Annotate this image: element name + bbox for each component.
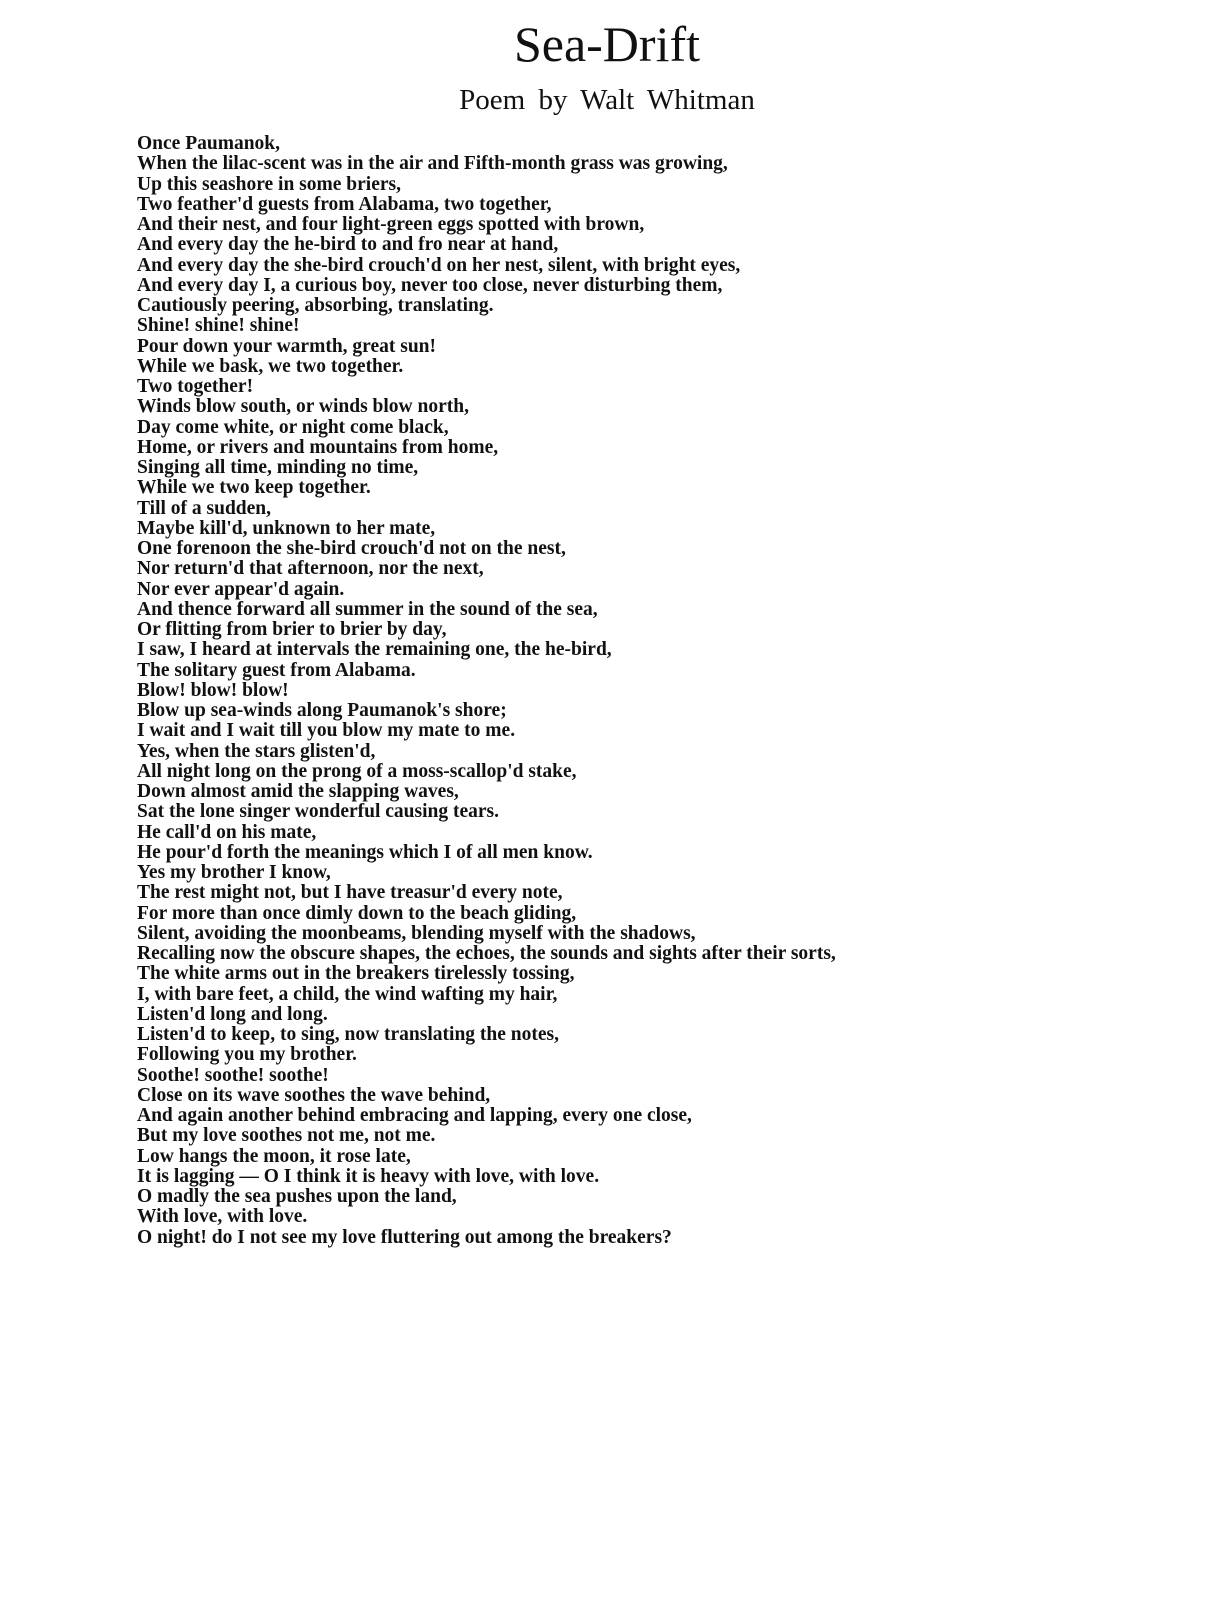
poem-line: Nor return'd that afternoon, nor the next, bbox=[137, 558, 484, 580]
poem-line: I, with bare feet, a child, the wind wafting my hair, bbox=[137, 983, 558, 1005]
poem-line: Once Paumanok, bbox=[137, 133, 281, 154]
poem-line: Close on its wave soothes the wave behind, bbox=[137, 1084, 491, 1106]
poem-line: With love, with love. bbox=[137, 1206, 308, 1228]
poem-line: Day come white, or night come black, bbox=[137, 416, 449, 438]
poem-line: The solitary guest from Alabama. bbox=[137, 659, 416, 681]
page-title: Sea-Drift bbox=[513, 16, 701, 72]
poem-line: Down almost amid the slapping waves, bbox=[137, 781, 459, 802]
poem-body bbox=[137, 134, 1197, 1248]
poem-line: Listen'd long and long. bbox=[137, 1003, 328, 1025]
poem-line: Cautiously peering, absorbing, translating. bbox=[137, 295, 494, 316]
poem-line: It is lagging — O I think it is heavy with love, with love. bbox=[137, 1165, 600, 1187]
poem-line: The rest might not, but I have treasur'd every note, bbox=[137, 882, 563, 904]
poem-line: All night long on the prong of a moss-scallop'd stake, bbox=[137, 760, 577, 782]
poem-line: Recalling now the obscure shapes, the echoes, the sounds and sights after their sorts, bbox=[137, 943, 836, 964]
poem-line: Or flitting from brier to brier by day, bbox=[137, 619, 447, 640]
poem-line: Listen'd to keep, to sing, now translating the notes, bbox=[137, 1024, 559, 1045]
poem-line: Yes my brother I know, bbox=[137, 862, 331, 883]
poem-line: He pour'd forth the meanings which I of all men know. bbox=[137, 841, 593, 863]
poem-line: Soothe! soothe! soothe! bbox=[137, 1064, 329, 1086]
poem-line: Low hangs the moon, it rose late, bbox=[137, 1145, 411, 1167]
poem-line: Singing all time, minding no time, bbox=[137, 457, 419, 478]
poem-line: One forenoon the she-bird crouch'd not on the nest, bbox=[137, 538, 566, 559]
poem-line: Home, or rivers and mountains from home, bbox=[137, 436, 499, 458]
poem-line: Winds blow south, or winds blow north, bbox=[137, 396, 469, 418]
poem-line: Up this seashore in some briers, bbox=[137, 173, 401, 195]
poem-line: And their nest, and four light-green eggs spotted with brown, bbox=[137, 214, 645, 235]
poem-line: When the lilac-scent was in the air and Fifth-month grass was growing, bbox=[137, 153, 728, 175]
poem-line: O night! do I not see my love fluttering out among the breakers? bbox=[137, 1226, 672, 1248]
poem-line: I saw, I heard at intervals the remaining one, the he-bird, bbox=[137, 639, 612, 661]
poem-line: But my love soothes not me, not me. bbox=[137, 1125, 436, 1147]
poem-line: While we bask, we two together. bbox=[137, 355, 404, 377]
poem-line: Silent, avoiding the moonbeams, blending myself with the shadows, bbox=[137, 922, 696, 944]
poem-line: For more than once dimly down to the beach gliding, bbox=[137, 902, 577, 924]
poem-line: He call'd on his mate, bbox=[137, 821, 317, 843]
poem-line: Maybe kill'd, unknown to her mate, bbox=[137, 517, 436, 539]
poem-line: O madly the sea pushes upon the land, bbox=[137, 1186, 457, 1207]
poem-line: And every day the he-bird to and fro near at hand, bbox=[137, 234, 559, 256]
poem-line: Pour down your warmth, great sun! bbox=[137, 335, 437, 357]
page-subtitle: Poem by Walt Whitman bbox=[459, 84, 755, 116]
poem-line: Sat the lone singer wonderful causing tears. bbox=[137, 801, 500, 823]
poem-line: Following you my brother. bbox=[137, 1044, 357, 1066]
poem-line: And thence forward all summer in the sound of the sea, bbox=[137, 598, 598, 620]
poem-line: Blow up sea-winds along Paumanok's shore; bbox=[137, 700, 507, 721]
poem-line: Till of a sudden, bbox=[137, 497, 272, 519]
poem-line: And every day the she-bird crouch'd on her nest, silent, with bright eyes, bbox=[137, 254, 741, 276]
poem-line: Blow! blow! blow! bbox=[137, 679, 289, 701]
poem-line: And every day I, a curious boy, never too close, never disturbing them, bbox=[137, 274, 723, 296]
poem-line: Yes, when the stars glisten'd, bbox=[137, 740, 376, 762]
poem-line: Nor ever appear'd again. bbox=[137, 578, 345, 600]
poem-line: Shine! shine! shine! bbox=[137, 315, 300, 337]
poem-line: Two feather'd guests from Alabama, two together, bbox=[137, 193, 552, 215]
poem-line: I wait and I wait till you blow my mate to me. bbox=[137, 720, 516, 742]
poem-line: While we two keep together. bbox=[137, 477, 371, 499]
poem-line: And again another behind embracing and lapping, every one close, bbox=[137, 1105, 692, 1126]
poem-line: The white arms out in the breakers tirelessly tossing, bbox=[137, 963, 575, 985]
poem-line: Two together! bbox=[137, 376, 254, 397]
